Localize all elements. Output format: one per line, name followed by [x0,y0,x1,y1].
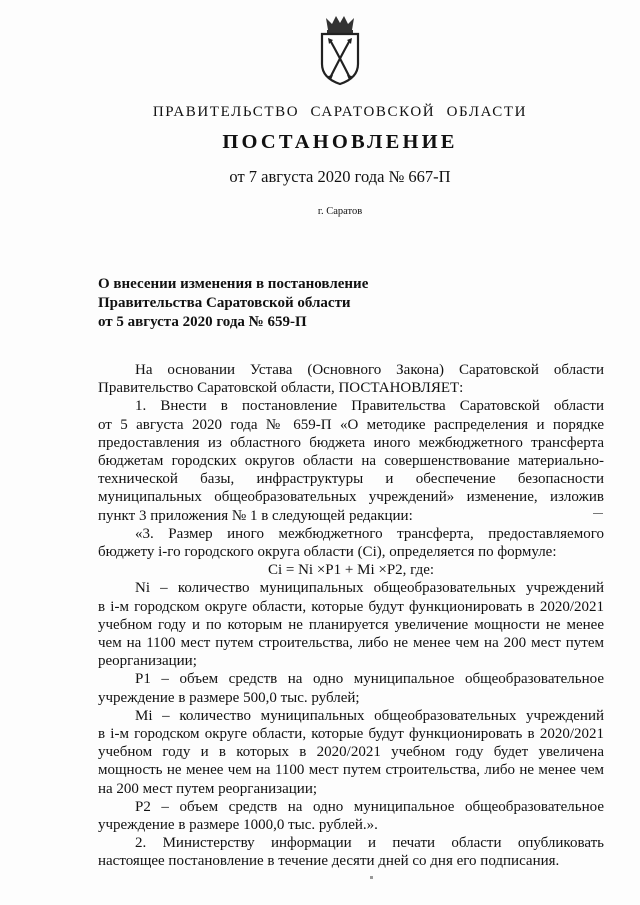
body-line: предоставления из областного бюджета иного межбюджетного трансферта [98,434,604,451]
formula: Ci = Ni ×P1 + Mi ×P2, где: [267,562,435,579]
body-line: технической базы, инфраструктуры и обеспечение безопасности [98,471,604,488]
body-line: бюджету i-го городского округа области (Ci), определяется по формуле: [98,544,557,561]
body-line: реорганизации; [98,653,197,670]
body-line: 2. Министерству информации и печати области опубликовать [135,835,604,852]
coat-of-arms-icon [316,14,364,86]
body-line: Ni – количество муниципальных общеобразовательных учреждений [135,580,604,597]
body-line: на 200 мест путем реорганизации; [98,780,318,797]
scan-mark [593,513,603,518]
subject-line: О внесении изменения в постановление [98,276,369,292]
body-line: муниципальных общеобразовательных учреждений» изменение, изложив [98,489,604,506]
body-line: P1 – объем средств на одно муниципальное общеобразовательное [135,671,604,688]
body-line: от 5 августа 2020 года № 659-П «О методике распределения и порядке [98,416,604,433]
body-line: учреждение в размере 1000,0 тыс. рублей.». [98,817,378,834]
body-line: P2 – объем средств на одно муниципальное общеобразовательное [135,798,604,815]
body-line: учреждение в размере 500,0 тыс. рублей; [98,689,360,706]
body-line: пункт 3 приложения № 1 в следующей редакции: [98,507,413,524]
subject-line: Правительства Саратовской области [98,295,351,311]
body-line: «3. Размер иного межбюджетного трансферта, предоставляемого [135,525,604,542]
body-line: бюджетам городских округов области на совершенствование материально- [98,453,604,470]
document-title: ПОСТАНОВЛЕНИЕ [222,131,458,153]
body-line: Правительство Саратовской области, ПОСТАНОВЛЯЕТ: [98,380,464,397]
body-line: в i-м городском округе области, которые будут функционировать в 2020/2021 [98,726,604,743]
city-name: г. Саратов [317,206,363,217]
body-line: в i-м городском округе области, которые будут функционировать в 2020/2021 [98,598,604,615]
government-name: ПРАВИТЕЛЬСТВО САРАТОВСКОЙ ОБЛАСТИ [152,104,528,120]
decree-body [98,361,604,871]
body-line: Mi – количество муниципальных общеобразовательных учреждений [135,707,604,724]
body-line: 1. Внести в постановление Правительства Саратовской области [135,398,604,415]
body-line: На основании Устава (Основного Закона) Саратовской области [135,362,604,378]
body-line: учебном году и в которых в 2020/2021 учебном году будет увеличена [98,744,604,761]
body-line: настоящее постановление в течение десяти дней со дня его подписания. [98,853,560,870]
body-line: учебном году и по которым не планируется увеличение мощности не менее [98,616,604,633]
decree-date-number: от 7 августа 2020 года № 667-П [229,167,451,186]
subject-line: от 5 августа 2020 года № 659-П [98,314,307,330]
decree-subject [98,275,418,332]
body-line: чем на 1100 мест путем строительства, либо не менее чем на 200 мест путем [98,635,604,652]
body-line: мощность не менее чем на 1100 мест путем строительства, либо не менее чем [98,762,604,779]
scan-mark [370,876,373,879]
